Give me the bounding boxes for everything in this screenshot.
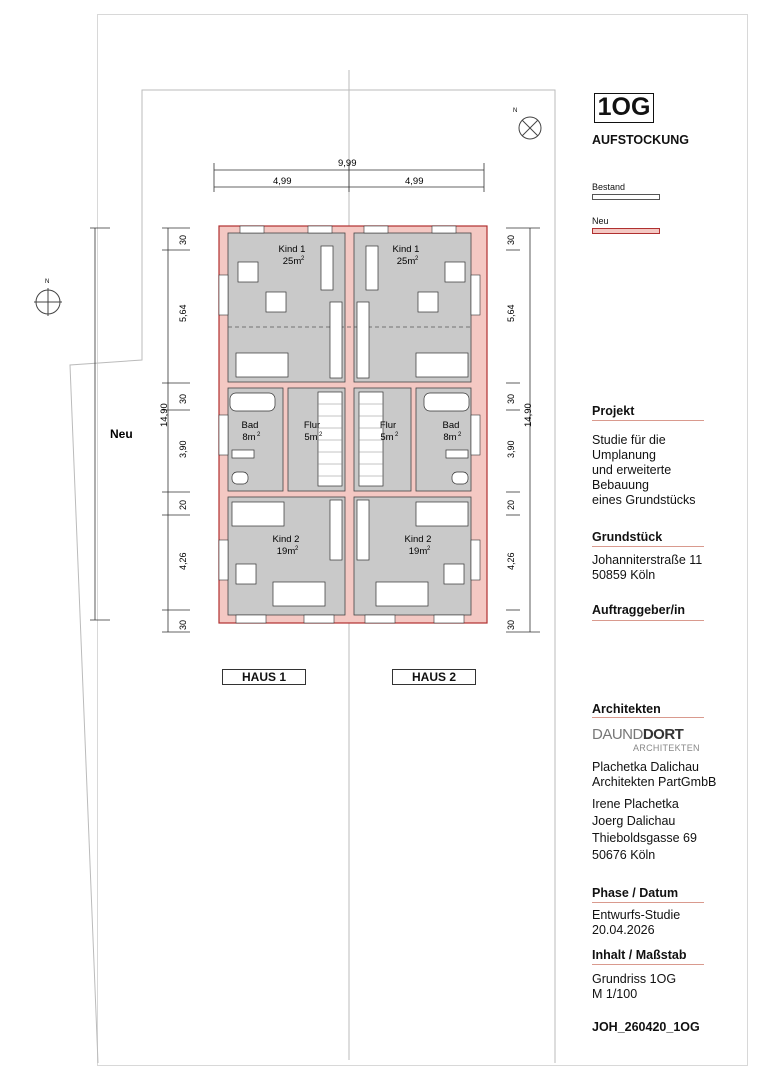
auftraggeber-heading: Auftraggeber/in [592,603,686,617]
svg-text:30: 30 [506,393,516,404]
svg-text:30: 30 [178,234,188,245]
inhalt-text: Grundriss 1OG M 1/100 [592,972,677,1001]
svg-text:3,90: 3,90 [178,440,188,458]
svg-text:Flur: Flur [303,420,321,431]
north-arrow-icon [34,279,62,316]
svg-text:8m: 8m [443,432,457,443]
svg-text:5,64: 5,64 [506,304,516,322]
svg-text:Kind 2: Kind 2 [404,534,432,545]
svg-text:19m: 19m [408,546,428,557]
svg-text:4,26: 4,26 [506,552,516,570]
people-text: Irene Plachetka Joerg Dalichau Thieboldsgasse 69 50676 Köln [592,797,697,862]
svg-text:2: 2 [427,546,431,552]
grundstueck-text: Johanniterstraße 11 50859 Köln [592,553,703,582]
svg-text:4,26: 4,26 [178,552,188,570]
divider [592,620,704,621]
svg-text:3,90: 3,90 [506,440,516,458]
svg-text:2: 2 [415,256,419,262]
svg-text:2: 2 [301,256,305,262]
right-dimensions [506,228,540,632]
projekt-text: Studie für die Umplanung und erweiterte Bebauung eines Grundstücks [592,433,696,507]
legend-new-swatch [592,228,660,234]
dim-half-width-2: 4,99 [405,176,424,187]
svg-text:30: 30 [506,234,516,245]
house-2-tag: HAUS 2 [392,669,476,685]
dim-half-width-1: 4,99 [273,176,292,187]
svg-text:Kind 1: Kind 1 [392,244,420,255]
projekt-heading: Projekt [592,404,635,418]
divider [592,546,704,547]
dim-total-width: 9,99 [338,158,357,169]
svg-text:Kind 2: Kind 2 [272,534,300,545]
phase-text: Entwurfs-Studie 20.04.2026 [592,908,681,937]
svg-text:5m: 5m [380,432,394,443]
legend-existing-label: Bestand [592,182,626,192]
svg-text:Bad: Bad [241,420,259,431]
side-label: Neu [110,427,133,441]
plan-code: JOH_260420_1OG [592,1020,700,1034]
svg-text:30: 30 [178,393,188,404]
inhalt-heading: Inhalt / Maßstab [592,948,687,962]
firm-logo-sub: ARCHITEKTEN [633,743,700,753]
firm-text: Plachetka Dalichau Architekten PartGmbB [592,760,717,789]
svg-text:Bad: Bad [442,420,460,431]
legend-new-label: Neu [592,216,609,226]
svg-text:25m: 25m [396,256,416,267]
architekten-heading: Architekten [592,702,661,716]
phase-heading: Phase / Datum [592,886,679,900]
grundstueck-heading: Grundstück [592,530,663,544]
divider [592,717,704,718]
svg-text:2: 2 [458,432,462,438]
divider [592,420,704,421]
svg-text:Flur: Flur [379,420,397,431]
svg-text:5m: 5m [304,432,318,443]
room-area: 25m [282,256,302,267]
dim-total-depth-left: 14,90 [159,403,170,427]
svg-text:2: 2 [295,546,299,552]
svg-text:30: 30 [178,619,188,630]
right-segment-labels [506,235,516,630]
svg-text:2: 2 [257,432,261,438]
floor-label: 1OG [594,93,654,123]
svg-text:8m: 8m [242,432,256,443]
svg-text:20: 20 [178,499,188,510]
house-1-tag: HAUS 1 [222,669,306,685]
svg-text:2: 2 [395,432,399,438]
sheet-subtitle: AUFSTOCKUNG [592,133,689,147]
left-segment-labels [178,235,188,630]
divider [592,902,704,903]
svg-text:2: 2 [319,432,323,438]
svg-text:30: 30 [506,619,516,630]
north-arrow-rotated-icon [513,108,541,139]
svg-text:N: N [513,108,518,114]
room-name: Kind 1 [278,244,306,255]
svg-text:20: 20 [506,499,516,510]
dim-total-depth-right: 14,90 [523,403,534,427]
legend-existing-swatch [592,194,660,200]
svg-text:N: N [45,279,50,285]
firm-logo: DAUNDDORT [592,726,684,743]
left-dimensions [90,228,190,632]
svg-text:19m: 19m [276,546,296,557]
divider [592,964,704,965]
svg-text:5,64: 5,64 [178,304,188,322]
